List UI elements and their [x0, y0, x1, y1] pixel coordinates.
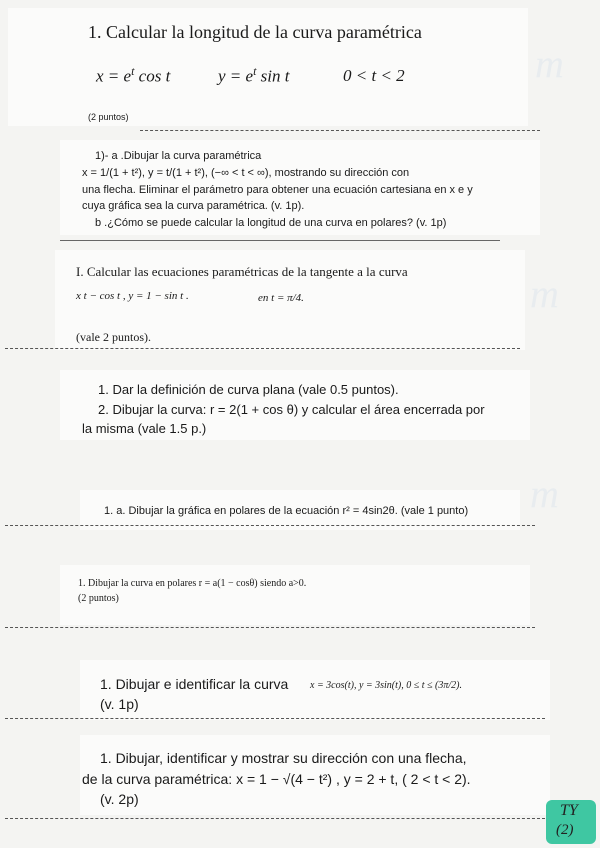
- p3-title: I. Calcular las ecuaciones paramétricas de la tangente a la curva: [76, 264, 408, 279]
- p1-title: 1. Calcular la longitud de la curva paramétrica: [88, 22, 422, 42]
- p3-at: en t = π/4.: [258, 292, 304, 304]
- divider: [5, 718, 545, 719]
- p1-eq-x-tail: cos t: [138, 66, 171, 86]
- divider: [60, 240, 500, 241]
- p7-line-2: (v. 1p): [100, 696, 139, 712]
- badge-bottom: (2): [556, 822, 574, 838]
- p1-eq-x-exp: t: [131, 64, 135, 78]
- watermark-mark: m: [535, 41, 564, 86]
- p2-line-3: una flecha. Eliminar el parámetro para obtener una ecuación cartesiana en x e y: [82, 184, 473, 196]
- p5-line: 1. a. Dibujar la gráfica en polares de la ecuación r² = 4sin2θ. (vale 1 punto): [104, 505, 469, 517]
- p8-line-1: 1. Dibujar, identificar y mostrar su dirección con una flecha,: [100, 750, 467, 766]
- slip-6: [60, 565, 530, 625]
- p8-line-2: de la curva paramétrica: x = 1 − √(4 − t²) , y = 2 + t, ( 2 < t < 2).: [82, 771, 471, 787]
- p2-line-4: cuya gráfica sea la curva paramétrica. (v. 1p).: [82, 200, 305, 212]
- p8-line-3: (v. 2p): [100, 791, 139, 807]
- divider: [5, 525, 535, 526]
- p2-line-5: b .¿Cómo se puede calcular la longitud de una curva en polares? (v. 1p): [95, 217, 447, 229]
- p4-line-1: 1. Dar la definición de curva plana (vale 0.5 puntos).: [98, 382, 399, 397]
- divider: [5, 627, 535, 628]
- p6-line-1: 1. Dibujar la curva en polares r = a(1 − cosθ) siendo a>0.: [78, 578, 307, 589]
- p1-points: (2 puntos): [88, 112, 129, 122]
- p1-range: 0 < t < 2: [343, 66, 405, 85]
- divider: [5, 348, 520, 349]
- watermark-mark: m: [530, 271, 559, 316]
- p4-line-2: 2. Dibujar la curva: r = 2(1 + cos θ) y calcular el área encerrada por: [98, 402, 485, 417]
- p1-eq-y-tail: sin t: [260, 66, 290, 86]
- p1-eq-x: [96, 64, 170, 87]
- divider: [140, 130, 540, 131]
- watermark-mark: m: [530, 471, 559, 516]
- sticker-badge: [546, 800, 596, 844]
- p2-line-2: x = 1/(1 + t²), y = t/(1 + t²), (−∞ < t < ∞), mostrando su dirección con: [82, 167, 410, 179]
- p1-eq-y-exp: t: [253, 64, 257, 78]
- p3-eq: x t − cos t , y = 1 − sin t .: [76, 290, 189, 302]
- p2-line-1: 1)- a .Dibujar la curva paramétrica: [95, 150, 262, 162]
- divider: [5, 818, 545, 819]
- p6-line-2: (2 puntos): [78, 593, 119, 604]
- p3-points: (vale 2 puntos).: [76, 330, 151, 344]
- p7-eq: x = 3cos(t), y = 3sin(t), 0 ≤ t ≤ (3π/2).: [310, 680, 462, 691]
- p4-line-3: la misma (vale 1.5 p.): [82, 421, 207, 436]
- badge-top: TY: [560, 802, 578, 819]
- p1-eq-y: [218, 64, 289, 87]
- p1-eq-y-base: y = e: [218, 66, 254, 86]
- p7-line-1: 1. Dibujar e identificar la curva: [100, 676, 289, 692]
- p1-eq-x-base: x = e: [96, 66, 132, 86]
